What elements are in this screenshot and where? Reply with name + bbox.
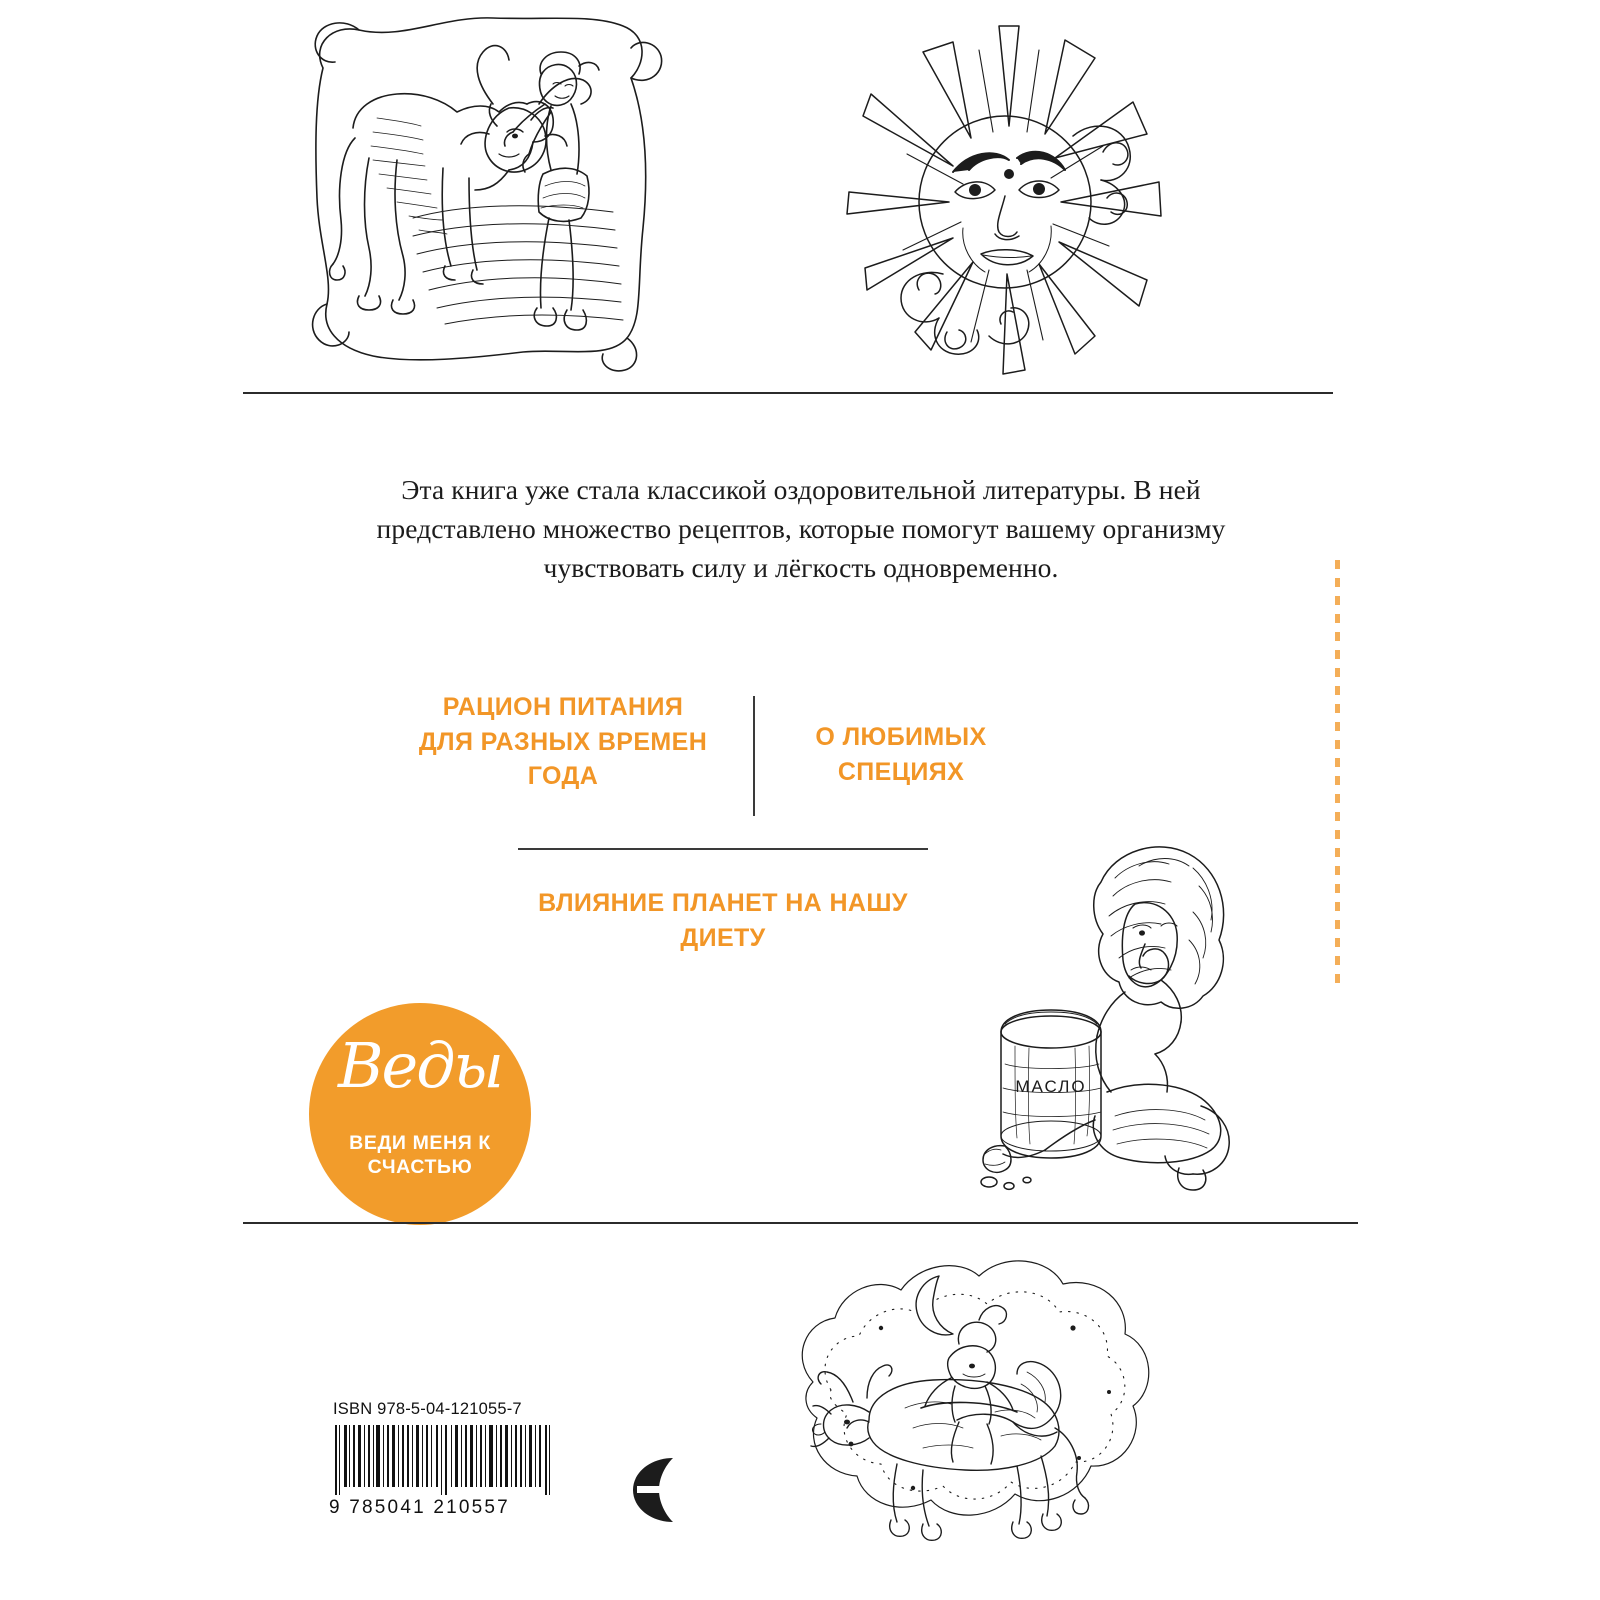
isbn-block (329, 1400, 569, 1517)
series-badge (309, 1003, 531, 1225)
feature-item-spices: О ЛЮБИМЫХ СПЕЦИЯХ (815, 723, 987, 786)
girl-with-ghee-jar-illustration (893, 820, 1273, 1210)
jar-label: МАСЛО (1015, 1077, 1087, 1096)
top-illustration-band (243, 0, 1358, 392)
feature-item-seasonal-diet: РАЦИОН ПИТАНИЯ ДЛЯ РАЗНЫХ ВРЕМЕН ГОДА (418, 693, 708, 790)
divider-top (243, 392, 1333, 394)
vertical-divider (753, 696, 755, 816)
horizontal-divider (518, 848, 928, 850)
blurb-text: Эта книга уже стала классикой оздоровительной литературы. В ней представлено множество рецептов, которые помогут вашему организму чувствовать силу и лёгкость одновременно. (376, 474, 1226, 584)
sun-face-illustration (803, 6, 1203, 386)
isbn-label: ISBN 978-5-04-121055-7 (333, 1400, 522, 1418)
barcode-digits: 9 785041 210557 (329, 1497, 510, 1518)
barcode-image (329, 1425, 561, 1517)
cow-moon-krishna-illustration (773, 1232, 1193, 1587)
feature-list (353, 690, 1273, 952)
badge-subtitle: ВЕДИ МЕНЯ К СЧАСТЬЮ (349, 1132, 491, 1179)
divider-bottom (243, 1222, 1358, 1224)
feature-item-planets: ВЛИЯНИЕ ПЛАНЕТ НА НАШУ ДИЕТУ (538, 889, 908, 952)
badge-script-title: Веды (337, 1029, 503, 1102)
bull-and-man-illustration (293, 8, 693, 378)
spine-edge-stripe (1335, 560, 1340, 990)
feature-row-top (353, 690, 1273, 820)
book-back-cover (243, 0, 1358, 1600)
eksmo-logo (621, 1452, 683, 1526)
